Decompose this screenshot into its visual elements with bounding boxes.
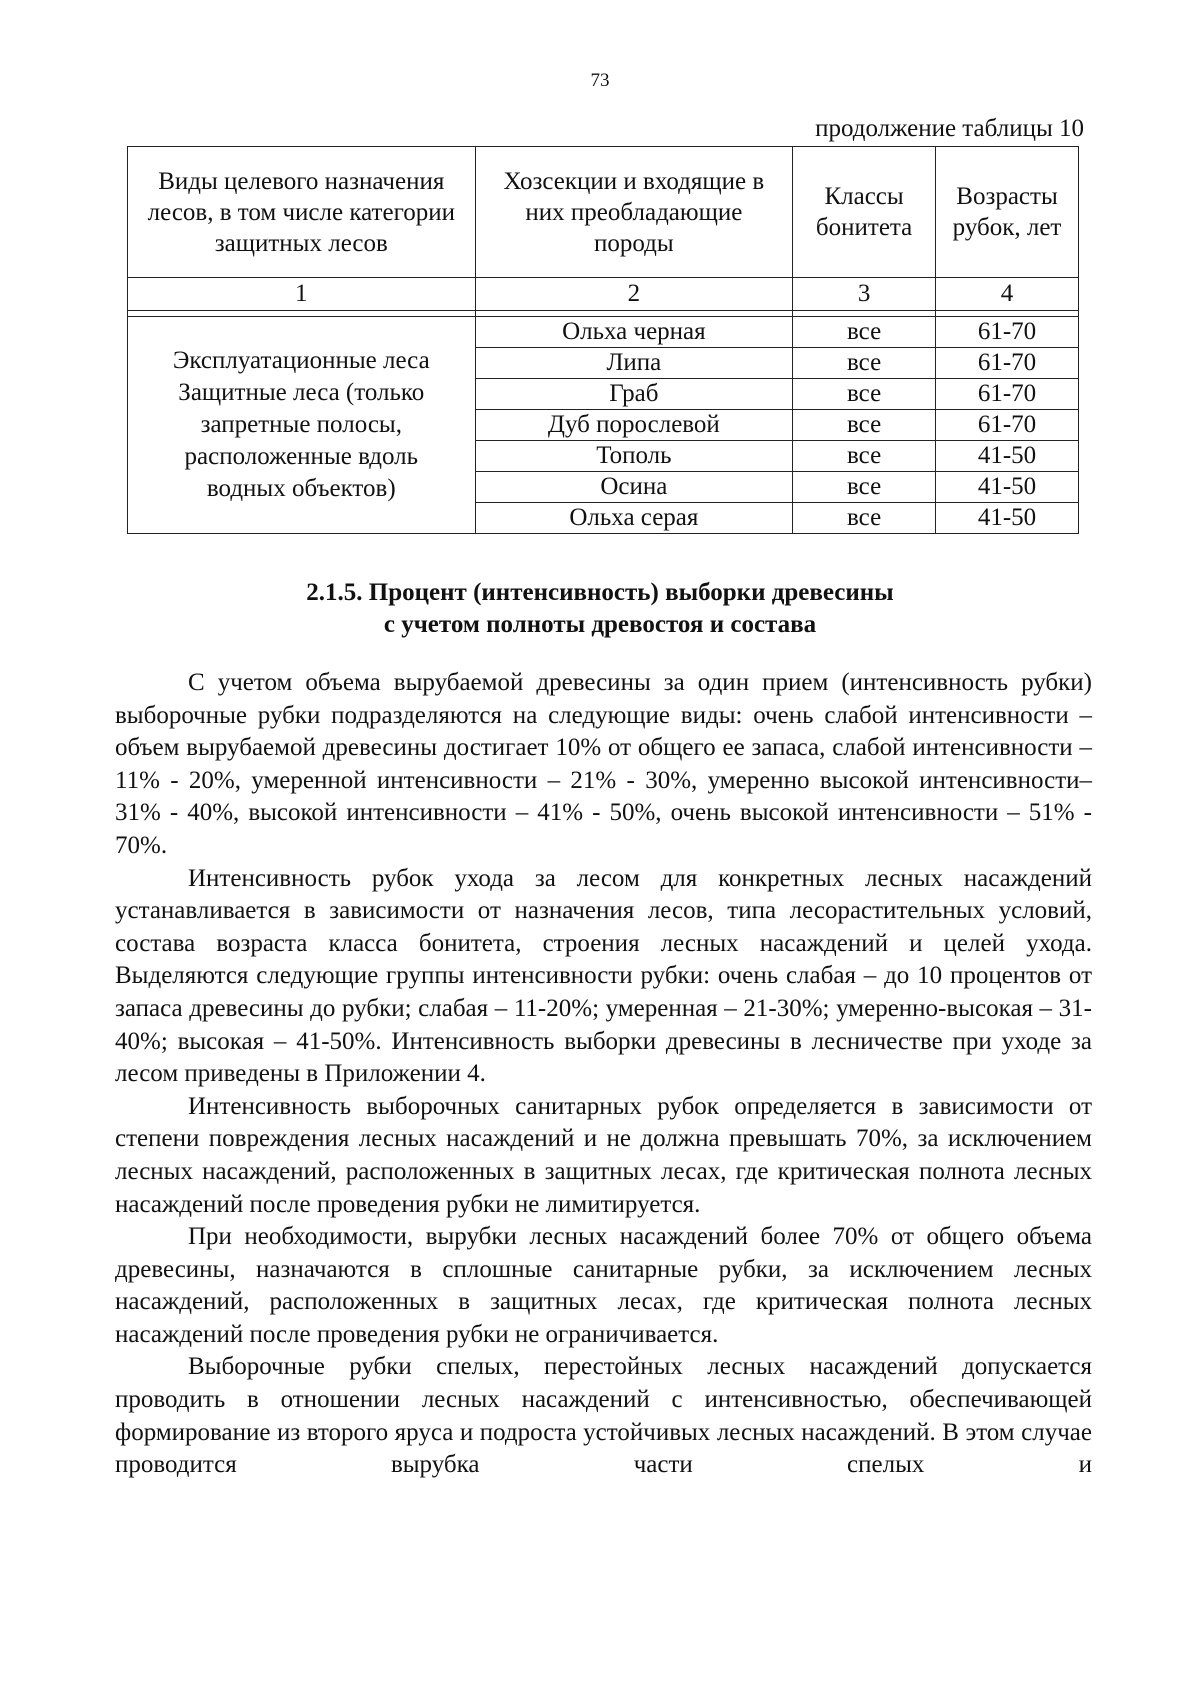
- species-cell: Липа: [475, 348, 793, 379]
- species-cell: Граб: [475, 379, 793, 410]
- forest-purpose-cell: Эксплуатационные леса Защитные леса (только запретные полосы, расположенные вдоль водных объектов): [128, 317, 476, 534]
- class-cell: все: [793, 441, 936, 472]
- age-cell: 41-50: [936, 441, 1079, 472]
- header-species: Хозсекции и входящие в них преобладающие породы: [475, 147, 793, 278]
- class-cell: все: [793, 317, 936, 348]
- age-cell: 61-70: [936, 410, 1079, 441]
- paragraph: Интенсивность выборочных санитарных рубок определяется в зависимости от степени повреждения лесных насаждений и не должна превышать 70%, за исключением лесных насаждений, расположенных в защитных лесах, где критическая полнота лесных насаждений после проведения рубки не лимитируется.: [115, 1092, 1092, 1218]
- species-cell: Ольха черная: [475, 317, 793, 348]
- table-header-row: [128, 147, 1079, 278]
- section-heading: [0, 577, 1200, 641]
- table-continuation-label: продолжение таблицы 10: [815, 115, 1084, 142]
- column-number-row: [128, 278, 1079, 311]
- species-cell: Осина: [475, 472, 793, 503]
- header-class: Классы бонитета: [793, 147, 936, 278]
- class-cell: все: [793, 410, 936, 441]
- paragraph: Выборочные рубки спелых, перестойных лесных насаждений допускается проводить в отношении лесных насаждений с интенсивностью, обеспечивающей формирование из второго яруса и подроста устойчивых лесных насаждений. В этом случае проводится вырубка части спелых и: [115, 1353, 1092, 1479]
- column-number: 3: [793, 278, 936, 311]
- column-number: 2: [475, 278, 793, 311]
- body-text: [115, 667, 1092, 1482]
- section-heading-line: 2.1.5. Процент (интенсивность) выборки древесины: [306, 579, 894, 606]
- species-cell: Ольха серая: [475, 503, 793, 534]
- paragraph: Интенсивность рубок ухода за лесом для конкретных лесных насаждений устанавливается в зависимости от назначения лесов, типа лесорастительных условий, состава возраста класса бонитета, строения лесных насаждений и целей ухода. Выделяются следующие группы интенсивности рубки: очень слабая – до 10 процентов от запаса древесины до рубки; слабая – 11-20%; умеренная – 21-30%; умеренно-высокая – 31-40%; высокая – 41-50%. Интенсивность выборки древесины в лесничестве при уходе за лесом приведены в Приложении 4.: [115, 864, 1092, 1088]
- header-age: Возрасты рубок, лет: [936, 147, 1079, 278]
- class-cell: все: [793, 503, 936, 534]
- section-heading-line: с учетом полноты древостоя и состава: [383, 611, 817, 638]
- species-cell: Дуб порослевой: [475, 410, 793, 441]
- species-cell: Тополь: [475, 441, 793, 472]
- age-cell: 61-70: [936, 348, 1079, 379]
- class-cell: все: [793, 379, 936, 410]
- age-cell: 61-70: [936, 379, 1079, 410]
- forest-table: [127, 146, 1079, 534]
- age-cell: 41-50: [936, 503, 1079, 534]
- column-number: 4: [936, 278, 1079, 311]
- age-cell: 61-70: [936, 317, 1079, 348]
- column-number: 1: [128, 278, 476, 311]
- table-row: [128, 317, 1079, 348]
- header-purpose: Виды целевого назначения лесов, в том числе категории защитных лесов: [128, 147, 476, 278]
- paragraph: При необходимости, вырубки лесных насаждений более 70% от общего объема древесины, назначаются в сплошные санитарные рубки, за исключением лесных насаждений, расположенных в защитных лесах, где критическая полнота лесных насаждений после проведения рубки не ограничивается.: [115, 1223, 1092, 1348]
- page-number: 73: [590, 70, 610, 91]
- paragraph: С учетом объема вырубаемой древесины за один прием (интенсивность рубки) выборочные рубки подразделяются на следующие виды: очень слабой интенсивности – объем вырубаемой древесины достигает 10% от общего ее запаса, слабой интенсивности – 11% - 20%, умеренной интенсивности – 21% - 30%, умеренно высокой интенсивности– 31% - 40%, высокой интенсивности – 41% - 50%, очень высокой интенсивности – 51% - 70%.: [115, 669, 1092, 859]
- class-cell: все: [793, 472, 936, 503]
- age-cell: 41-50: [936, 472, 1079, 503]
- class-cell: все: [793, 348, 936, 379]
